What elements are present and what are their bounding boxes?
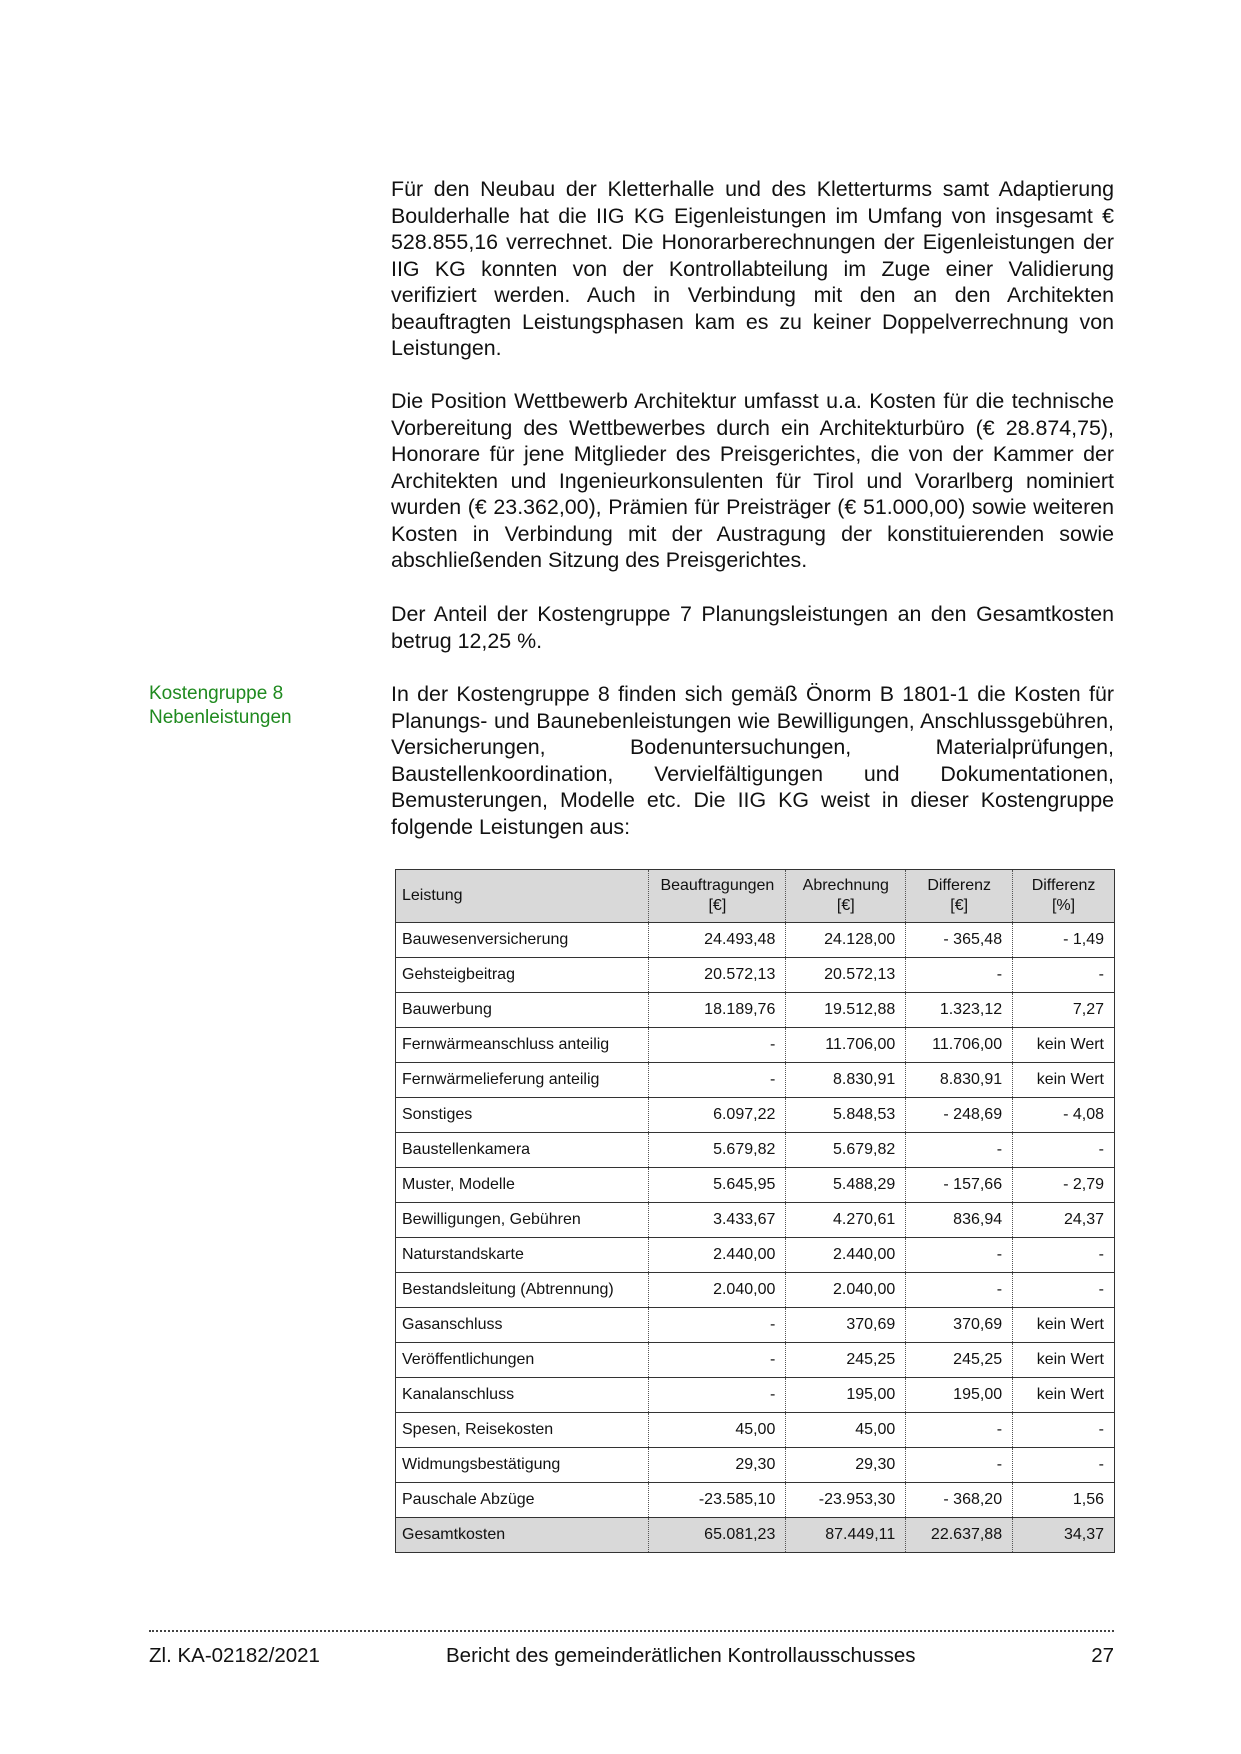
table-row (396, 1133, 1115, 1168)
column-header-label: Differenz (927, 877, 992, 894)
table-cell: - (649, 1378, 786, 1413)
table-row (396, 1098, 1115, 1133)
table-row (396, 1273, 1115, 1308)
table-cell: Sonstiges (396, 1098, 649, 1133)
footer-title: Bericht des gemeinderätlichen Kontrollausschusses (446, 1644, 916, 1667)
table-cell: 5.848,53 (786, 1098, 906, 1133)
table-row (396, 1203, 1115, 1238)
table-cell: 2.040,00 (786, 1273, 906, 1308)
table-cell: Kanalanschluss (396, 1378, 649, 1413)
table-cell: 5.488,29 (786, 1168, 906, 1203)
table-cell: -23.585,10 (649, 1483, 786, 1518)
table-cell: 22.637,88 (906, 1518, 1013, 1553)
table-cell: 6.097,22 (649, 1098, 786, 1133)
paragraph-kostengruppe-8: In der Kostengruppe 8 finden sich gemäß Önorm B 1801-1 die Kosten für Planungs- und Baunebenleistungen wie Bewilligungen, Anschlussgebühren, Versicherungen, Bodenuntersuchungen, Materialprüfungen, Baustellenkoordination, Vervielfältigungen und Dokumentationen, Bemusterungen, Modelle etc. Die IIG KG weist in dieser Kostengruppe folgende Leistungen aus: (391, 682, 1114, 839)
table-cell: kein Wert (1013, 1028, 1115, 1063)
table-cell: Veröffentlichungen (396, 1343, 649, 1378)
table-cell: - (906, 1413, 1013, 1448)
table-row (396, 1413, 1115, 1448)
footer-divider (149, 1630, 1114, 1632)
table-cell: Pauschale Abzüge (396, 1483, 649, 1518)
table-cell: 2.040,00 (649, 1273, 786, 1308)
table-cell: - (906, 1273, 1013, 1308)
table-row (396, 923, 1115, 958)
table-cell: 5.679,82 (786, 1133, 906, 1168)
table-cell: Fernwärmeanschluss anteilig (396, 1028, 649, 1063)
table-cell: kein Wert (1013, 1063, 1115, 1098)
table-cell: - (1013, 1133, 1115, 1168)
table-cell: 45,00 (786, 1413, 906, 1448)
column-header (786, 870, 906, 923)
table-total-row (396, 1518, 1115, 1553)
table-cell: - (649, 1343, 786, 1378)
table-row (396, 1308, 1115, 1343)
column-header-label: Abrechnung (802, 877, 889, 894)
table-row (396, 1483, 1115, 1518)
paragraph-eigenleistungen: Für den Neubau der Kletterhalle und des Kletterturms samt Adaptierung Boulderhalle hat die IIG KG Eigenleistungen im Umfang von insgesamt € 528.855,16 verrechnet. Die Honorarberechnungen der Eigenleistungen der IIG KG konnten von der Kontrollabteilung im Zuge einer Validierung verifiziert werden. Auch in Verbindung mit den an den Architekten beauftragten Leistungsphasen kam es zu keiner Doppelverrechnung von Leistungen. (391, 177, 1114, 360)
table-cell: 8.830,91 (786, 1063, 906, 1098)
table-cell: Gasanschluss (396, 1308, 649, 1343)
column-header-unit: [%] (1051, 897, 1076, 914)
table-cell: Widmungsbestätigung (396, 1448, 649, 1483)
table-cell: 5.645,95 (649, 1168, 786, 1203)
table-cell: 19.512,88 (786, 993, 906, 1028)
table-cell: 29,30 (649, 1448, 786, 1483)
page-number: 27 (1091, 1644, 1114, 1667)
table-cell: - (649, 1308, 786, 1343)
column-header-label: Differenz (1031, 877, 1096, 894)
table-cell: 45,00 (649, 1413, 786, 1448)
table-cell: -23.953,30 (786, 1483, 906, 1518)
table-cell: 3.433,67 (649, 1203, 786, 1238)
table-cell: 34,37 (1013, 1518, 1115, 1553)
table-cell: Naturstandskarte (396, 1238, 649, 1273)
table-cell: 29,30 (786, 1448, 906, 1483)
table-row (396, 1238, 1115, 1273)
table-cell: - 157,66 (906, 1168, 1013, 1203)
table-cell: - 365,48 (906, 923, 1013, 958)
column-header-unit: [€] (950, 897, 969, 914)
table-cell: Spesen, Reisekosten (396, 1413, 649, 1448)
table-cell: 1,56 (1013, 1483, 1115, 1518)
table-cell: - 2,79 (1013, 1168, 1115, 1203)
table-row (396, 1168, 1115, 1203)
table-cell: - (906, 1238, 1013, 1273)
table-cell: 195,00 (786, 1378, 906, 1413)
table-cell: 87.449,11 (786, 1518, 906, 1553)
table-cell: kein Wert (1013, 1378, 1115, 1413)
side-heading-line2: Nebenleistungen (149, 707, 292, 728)
cost-table (395, 869, 1115, 1553)
table-cell: 370,69 (786, 1308, 906, 1343)
table-cell: 5.679,82 (649, 1133, 786, 1168)
table-cell: - 368,20 (906, 1483, 1013, 1518)
table-cell: Gehsteigbeitrag (396, 958, 649, 993)
table-cell: - (906, 1448, 1013, 1483)
table-cell: 195,00 (906, 1378, 1013, 1413)
table-cell: Baustellenkamera (396, 1133, 649, 1168)
table-row (396, 1448, 1115, 1483)
table-cell: 7,27 (1013, 993, 1115, 1028)
table-cell: 24.128,00 (786, 923, 906, 958)
table-row (396, 1028, 1115, 1063)
table-cell: 2.440,00 (649, 1238, 786, 1273)
table-cell: Bestandsleitung (Abtrennung) (396, 1273, 649, 1308)
table-cell: - (1013, 1273, 1115, 1308)
table-cell: Bewilligungen, Gebühren (396, 1203, 649, 1238)
table-cell: 20.572,13 (649, 958, 786, 993)
table-cell: - (1013, 1413, 1115, 1448)
table-cell: 11.706,00 (906, 1028, 1013, 1063)
table-cell: - (906, 1133, 1013, 1168)
table-cell: - 1,49 (1013, 923, 1115, 958)
table-cell: - (906, 958, 1013, 993)
table-cell: 11.706,00 (786, 1028, 906, 1063)
table-cell: kein Wert (1013, 1343, 1115, 1378)
table-cell: - (1013, 958, 1115, 993)
table-cell: 24.493,48 (649, 923, 786, 958)
table-cell: - (649, 1028, 786, 1063)
table-cell: - 248,69 (906, 1098, 1013, 1133)
table-cell: 8.830,91 (906, 1063, 1013, 1098)
table-cell: - (1013, 1448, 1115, 1483)
table-row (396, 1378, 1115, 1413)
side-heading (149, 682, 292, 730)
table-cell: 4.270,61 (786, 1203, 906, 1238)
column-header (906, 870, 1013, 923)
table-cell: 245,25 (786, 1343, 906, 1378)
table-cell: - (649, 1063, 786, 1098)
column-header-label: Beauftragungen (660, 877, 775, 894)
column-header (649, 870, 786, 923)
column-header-unit: [€] (836, 897, 855, 914)
table-row (396, 1343, 1115, 1378)
table-cell: Muster, Modelle (396, 1168, 649, 1203)
table-cell: 20.572,13 (786, 958, 906, 993)
table-row (396, 1063, 1115, 1098)
footer-reference: Zl. KA-02182/2021 (149, 1644, 320, 1667)
table-cell: 2.440,00 (786, 1238, 906, 1273)
table-cell: - 4,08 (1013, 1098, 1115, 1133)
side-heading-line1: Kostengruppe 8 (149, 683, 284, 704)
table-cell: kein Wert (1013, 1308, 1115, 1343)
table-cell: 24,37 (1013, 1203, 1115, 1238)
table-cell: 1.323,12 (906, 993, 1013, 1028)
table-cell: 836,94 (906, 1203, 1013, 1238)
table-cell: 65.081,23 (649, 1518, 786, 1553)
table-header-row (396, 870, 1115, 923)
paragraph-anteil: Der Anteil der Kostengruppe 7 Planungsleistungen an den Gesamtkosten betrug 12,25 %. (391, 602, 1114, 653)
table-cell: Fernwärmelieferung anteilig (396, 1063, 649, 1098)
column-header-unit: [€] (708, 897, 727, 914)
column-header: Leistung (396, 870, 649, 923)
table-cell: 18.189,76 (649, 993, 786, 1028)
table-cell: Gesamtkosten (396, 1518, 649, 1553)
table-cell: - (1013, 1238, 1115, 1273)
table-row (396, 993, 1115, 1028)
table-cell: Bauwerbung (396, 993, 649, 1028)
table-row (396, 958, 1115, 993)
paragraph-wettbewerb: Die Position Wettbewerb Architektur umfasst u.a. Kosten für die technische Vorbereitung des Wettbewerbes durch ein Architekturbüro (€ 28.874,75), Honorare für jene Mitglieder des Preisgerichtes, die von der Kammer der Architekten und Ingenieurkonsulenten für Tirol und Vorarlberg nominiert wurden (€ 23.362,00), Prämien für Preisträger (€ 51.000,00) sowie weiteren Kosten in Verbindung mit der Austragung der konstituierenden sowie abschließenden Sitzung des Preisgerichtes. (391, 389, 1114, 572)
table-cell: Bauwesenversicherung (396, 923, 649, 958)
table-cell: 370,69 (906, 1308, 1013, 1343)
table-cell: 245,25 (906, 1343, 1013, 1378)
column-header (1013, 870, 1115, 923)
